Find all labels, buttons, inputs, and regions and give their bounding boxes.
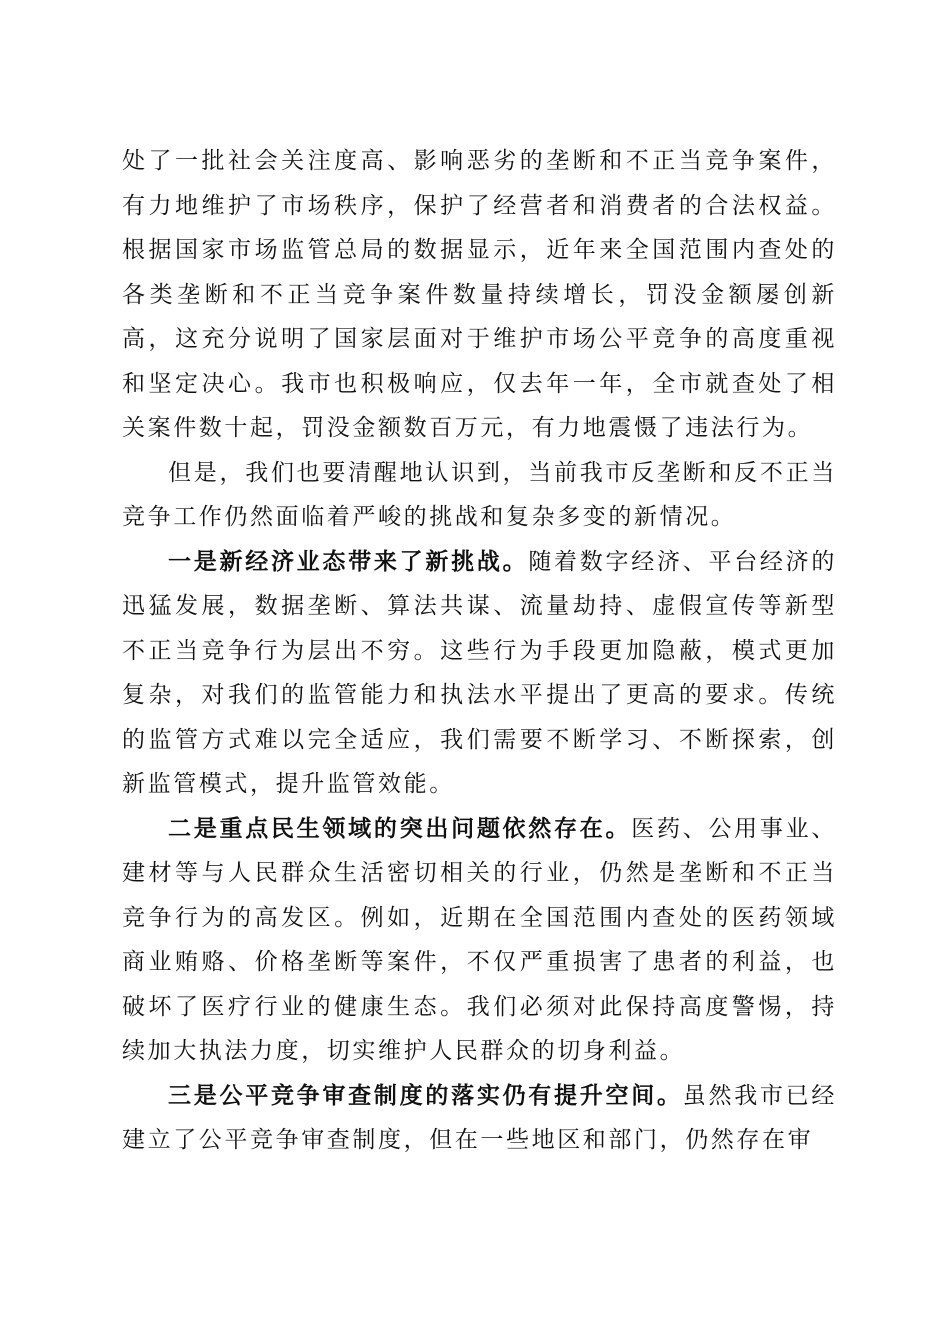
paragraph-text: 但是，我们也要清醒地认识到，当前我市反垄断和反不正当竞争工作仍然面临着严峻的挑战和复杂多变的新情况。 (122, 459, 837, 530)
paragraph-lead: 一是新经济业态带来了新挑战。 (168, 547, 529, 575)
paragraph-enforcement-results (122, 139, 837, 451)
paragraph-text: 处了一批社会关注度高、影响恶劣的垄断和不正当竞争案件，有力地维护了市场秩序，保护了经营者和消费者的合法权益。根据国家市场监管总局的数据显示，近年来全国范围内查处的各类垄断和不正当竞争案件数量持续增长，罚没金额屡创新高，这充分说明了国家层面对于维护市场公平竞争的高度重视和坚定决心。我市也积极响应，仅去年一年，全市就查处了相关案件数十起，罚没金额数百万元，有力地震慑了违法行为。 (122, 148, 837, 441)
paragraph-text: 虽然我市已经建立了公平竞争审查制度，但在一些地区和部门，仍然存在审 (122, 1082, 837, 1153)
paragraph-fair-competition-review (122, 1074, 837, 1163)
paragraph-lead: 三是公平竞争审查制度的落实仍有提升空间。 (168, 1081, 683, 1109)
paragraph-new-economy (122, 540, 837, 807)
paragraph-lead: 二是重点民生领域的突出问题依然存在。 (168, 814, 632, 842)
paragraph-livelihood-sectors (122, 807, 837, 1074)
paragraph-challenges-intro (122, 451, 837, 540)
document-body (122, 139, 837, 1163)
paragraph-text: 医药、公用事业、建材等与人民群众生活密切相关的行业，仍然是垄断和不正当竞争行为的高发区。例如，近期在全国范围内查处的医药领域商业贿赂、价格垄断等案件，不仅严重损害了患者的利益，也破坏了医疗行业的健康生态。我们必须对此保持高度警惕，持续加大执法力度，切实维护人民群众的切身利益。 (122, 815, 837, 1064)
paragraph-text: 随着数字经济、平台经济的迅猛发展，数据垄断、算法共谋、流量劫持、虚假宣传等新型不正当竞争行为层出不穷。这些行为手段更加隐蔽，模式更加复杂，对我们的监管能力和执法水平提出了更高的要求。传统的监管方式难以完全适应，我们需要不断学习、不断探索，创新监管模式，提升监管效能。 (122, 548, 838, 797)
